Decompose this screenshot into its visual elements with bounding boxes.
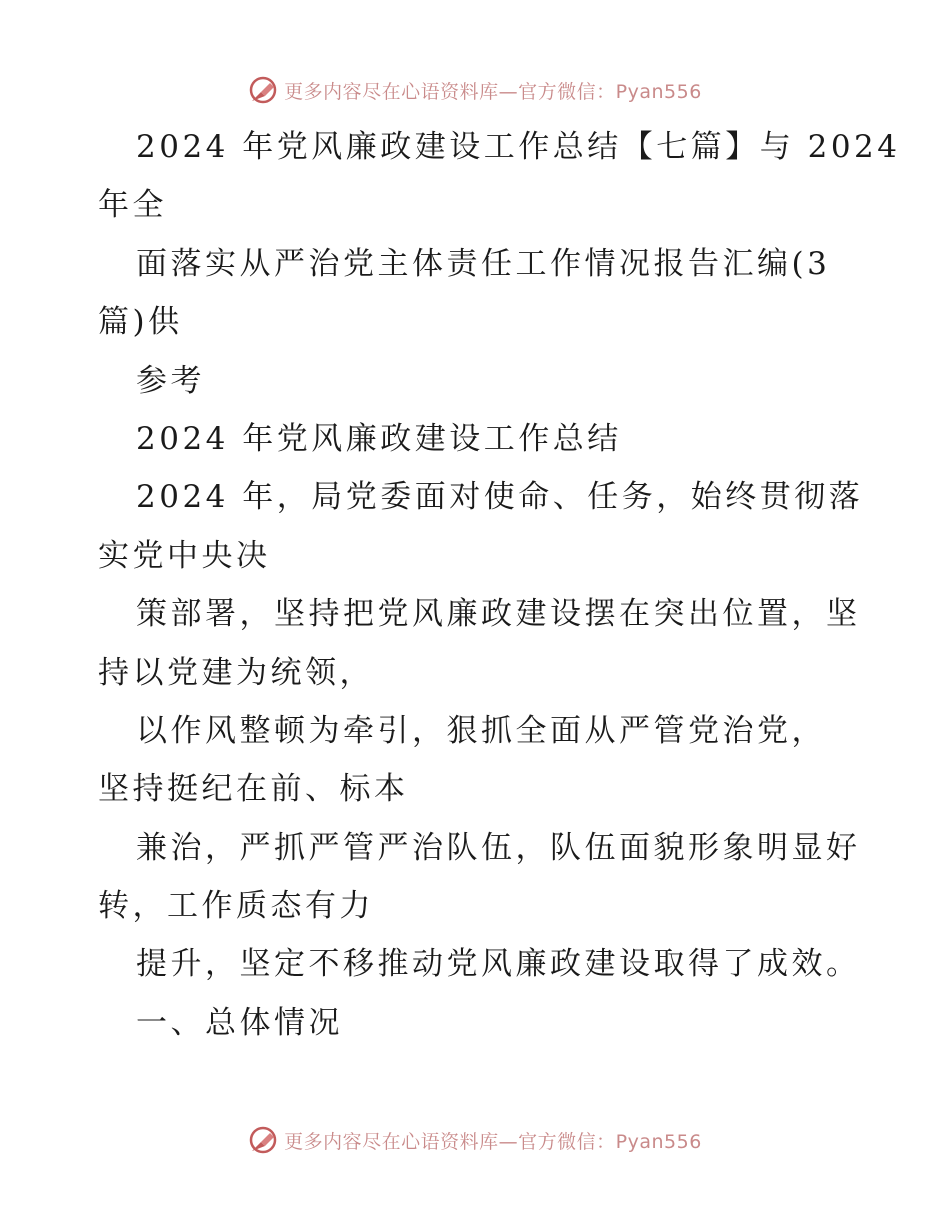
subsection-heading: 一、总体情况 <box>136 1004 343 1041</box>
paragraph-line: 转，工作质态有力 <box>98 888 374 925</box>
paragraph-line: 兼治，严抓严管严治队伍，队伍面貌形象明显好 <box>136 829 861 866</box>
section-heading: 2024 年党风廉政建设工作总结 <box>136 420 622 457</box>
doc-title-line: 2024 年党风廉政建设工作总结【七篇】与 2024 <box>136 129 901 165</box>
footer-banner <box>0 1120 950 1160</box>
doc-title-line: 篇)供 <box>98 304 183 341</box>
header-banner-text: 更多内容尽在心语资料库—官方微信：Pyan556 <box>284 80 702 103</box>
document-body <box>98 118 901 1052</box>
paragraph-line: 坚持挺纪在前、标本 <box>98 771 409 808</box>
paragraph-line: 持以党建为统领， <box>98 654 374 691</box>
footer-banner-text: 更多内容尽在心语资料库—官方微信：Pyan556 <box>284 1130 702 1153</box>
paragraph-line: 实党中央决 <box>98 537 271 574</box>
doc-title-line: 面落实从严治党主体责任工作情况报告汇编(3 <box>136 245 831 282</box>
doc-title-line: 年全 <box>98 187 167 224</box>
pen-circle-logo-icon <box>248 75 278 105</box>
pen-circle-logo-icon <box>248 1125 278 1155</box>
paragraph-line: 提升，坚定不移推动党风廉政建设取得了成效。 <box>136 946 861 983</box>
paragraph-line: 以作风整顿为牵引，狠抓全面从严管党治党， <box>136 712 826 749</box>
paragraph-line: 策部署，坚持把党风廉政建设摆在突出位置，坚 <box>136 596 861 633</box>
doc-title-line: 参考 <box>136 362 205 399</box>
paragraph-line: 2024 年，局党委面对使命、任务，始终贯彻落 <box>136 479 864 516</box>
header-banner <box>0 70 950 110</box>
